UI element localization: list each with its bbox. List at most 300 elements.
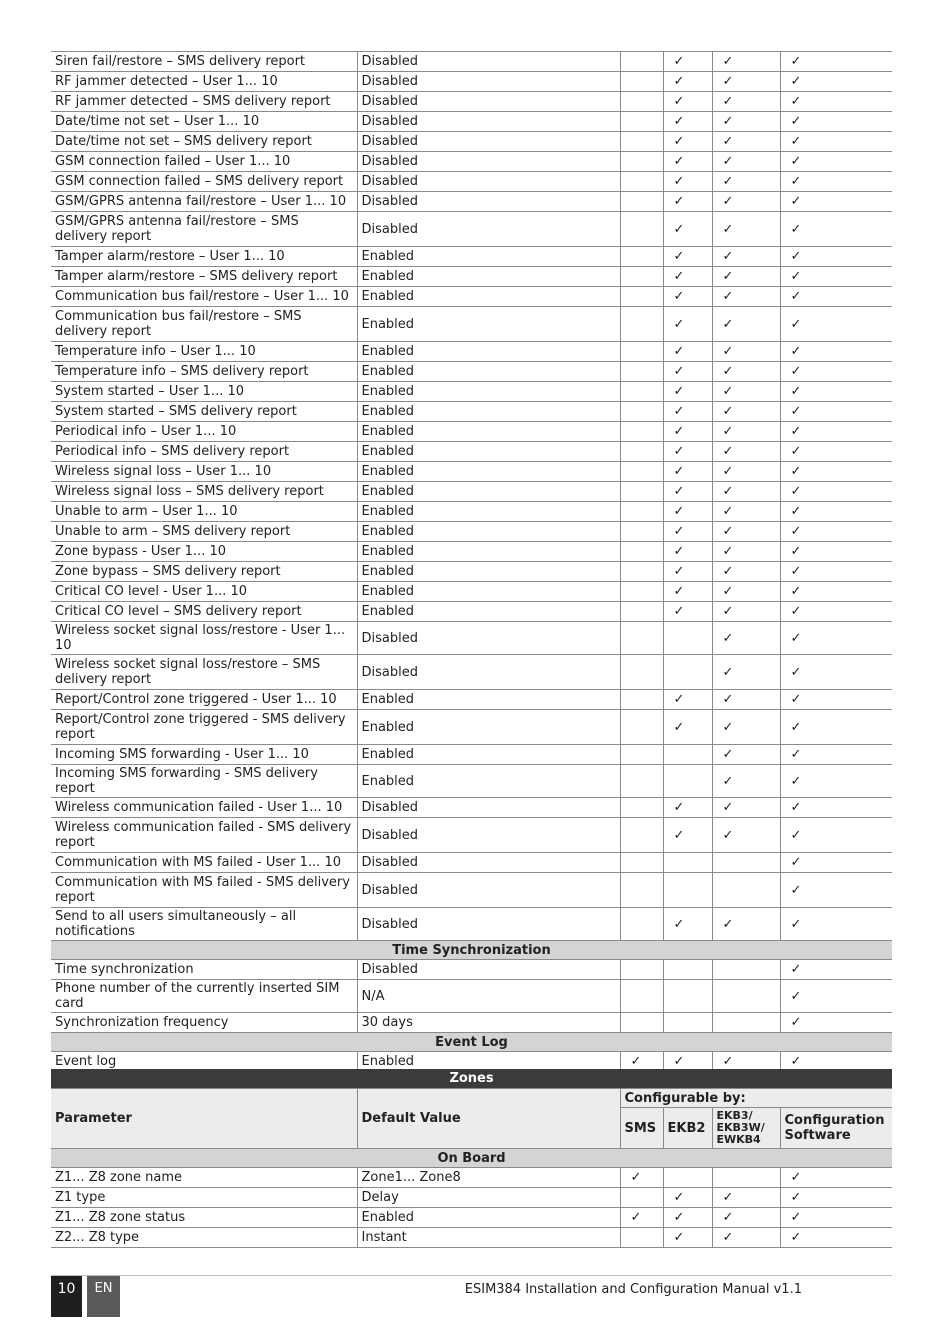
- ekb2-cell: [663, 307, 712, 342]
- software-cell: [780, 1228, 892, 1248]
- parameter-cell: Communication bus fail/restore – User 1... 10: [51, 287, 357, 307]
- checkmark-icon: ✓: [673, 504, 685, 519]
- parameter-cell: Communication bus fail/restore – SMS delivery report: [51, 307, 357, 342]
- sms-cell: [620, 52, 663, 72]
- default-value-cell: Enabled: [357, 502, 620, 522]
- table-row: [51, 267, 892, 287]
- table-row: [51, 873, 892, 908]
- checkmark-icon: ✓: [722, 1230, 734, 1245]
- ekb2-cell: [663, 710, 712, 745]
- ekb2-cell: [663, 442, 712, 462]
- sms-cell: [620, 462, 663, 482]
- ekb3-cell: [712, 72, 780, 92]
- checkmark-icon: ✓: [722, 524, 734, 539]
- notifications-table: [51, 51, 892, 1072]
- checkmark-icon: ✓: [790, 289, 802, 304]
- section-title: On Board: [51, 1149, 892, 1168]
- checkmark-icon: ✓: [790, 1210, 802, 1225]
- ekb3-cell: [712, 622, 780, 655]
- table-row: [51, 247, 892, 267]
- checkmark-icon: ✓: [722, 544, 734, 559]
- checkmark-icon: ✓: [790, 316, 802, 332]
- ekb2-cell: [663, 542, 712, 562]
- checkmark-icon: ✓: [673, 692, 685, 707]
- checkmark-icon: ✓: [790, 154, 802, 169]
- default-value-cell: Disabled: [357, 622, 620, 655]
- ekb3-cell: [712, 92, 780, 112]
- table-row: [51, 382, 892, 402]
- parameter-cell: Tamper alarm/restore – SMS delivery report: [51, 267, 357, 287]
- table-row: [51, 908, 892, 941]
- parameter-cell: Wireless socket signal loss/restore – SMS delivery report: [51, 655, 357, 690]
- default-value-cell: Enabled: [357, 562, 620, 582]
- checkmark-icon: ✓: [673, 1210, 685, 1225]
- checkmark-icon: ✓: [673, 269, 685, 284]
- default-value-cell: Disabled: [357, 818, 620, 853]
- checkmark-icon: ✓: [790, 94, 802, 109]
- sms-cell: [620, 92, 663, 112]
- sms-cell: [620, 562, 663, 582]
- checkmark-icon: ✓: [673, 1190, 685, 1205]
- ekb2-cell: [663, 267, 712, 287]
- ekb2-cell: [663, 960, 712, 980]
- default-value-cell: Enabled: [357, 542, 620, 562]
- header-default-value: Default Value: [357, 1089, 620, 1149]
- software-cell: [780, 908, 892, 941]
- software-cell: [780, 382, 892, 402]
- checkmark-icon: ✓: [790, 1054, 802, 1069]
- parameter-cell: Temperature info – SMS delivery report: [51, 362, 357, 382]
- ekb2-cell: [663, 192, 712, 212]
- checkmark-icon: ✓: [673, 94, 685, 109]
- checkmark-icon: ✓: [722, 316, 734, 332]
- ekb2-cell: [663, 655, 712, 690]
- checkmark-icon: ✓: [722, 747, 734, 762]
- checkmark-icon: ✓: [673, 1054, 685, 1069]
- parameter-cell: Temperature info – User 1... 10: [51, 342, 357, 362]
- parameter-cell: Time synchronization: [51, 960, 357, 980]
- checkmark-icon: ✓: [673, 344, 685, 359]
- checkmark-icon: ✓: [790, 464, 802, 479]
- default-value-cell: Disabled: [357, 798, 620, 818]
- software-cell: [780, 132, 892, 152]
- software-cell: [780, 192, 892, 212]
- sms-cell: [620, 522, 663, 542]
- software-cell: [780, 873, 892, 908]
- sms-cell: [620, 212, 663, 247]
- checkmark-icon: ✓: [790, 249, 802, 264]
- software-cell: [780, 92, 892, 112]
- header-parameter: Parameter: [51, 1089, 357, 1149]
- sms-cell: [620, 582, 663, 602]
- ekb2-cell: [663, 745, 712, 765]
- sms-cell: [620, 1188, 663, 1208]
- checkmark-icon: ✓: [722, 604, 734, 619]
- ekb2-cell: [663, 382, 712, 402]
- checkmark-icon: ✓: [790, 1170, 802, 1185]
- sms-cell: [620, 267, 663, 287]
- default-value-cell: N/A: [357, 980, 620, 1013]
- table-row: [51, 52, 892, 72]
- sms-cell: [620, 655, 663, 690]
- ekb2-cell: [663, 462, 712, 482]
- checkmark-icon: ✓: [673, 114, 685, 129]
- sms-cell: [620, 307, 663, 342]
- default-value-cell: Enabled: [357, 287, 620, 307]
- parameter-cell: Event log: [51, 1052, 357, 1072]
- checkmark-icon: ✓: [790, 1015, 802, 1030]
- default-value-cell: Enabled: [357, 442, 620, 462]
- default-value-cell: Enabled: [357, 247, 620, 267]
- ekb3-cell: [712, 462, 780, 482]
- sms-cell: [620, 287, 663, 307]
- sms-cell: [620, 112, 663, 132]
- checkmark-icon: ✓: [722, 249, 734, 264]
- checkmark-icon: ✓: [790, 424, 802, 439]
- software-cell: [780, 1013, 892, 1033]
- sms-cell: [620, 192, 663, 212]
- software-cell: [780, 765, 892, 798]
- checkmark-icon: ✓: [673, 544, 685, 559]
- table-row: [51, 602, 892, 622]
- default-value-cell: Disabled: [357, 655, 620, 690]
- default-value-cell: Enabled: [357, 362, 620, 382]
- ekb3-cell: [712, 798, 780, 818]
- sms-cell: [620, 960, 663, 980]
- ekb2-cell: [663, 172, 712, 192]
- table-row: [51, 112, 892, 132]
- ekb3-cell: [712, 267, 780, 287]
- parameter-cell: Unable to arm – SMS delivery report: [51, 522, 357, 542]
- ekb3-cell: [712, 362, 780, 382]
- checkmark-icon: ✓: [673, 464, 685, 479]
- ekb2-cell: [663, 212, 712, 247]
- checkmark-icon: ✓: [673, 444, 685, 459]
- software-cell: [780, 1208, 892, 1228]
- checkmark-icon: ✓: [790, 827, 802, 843]
- software-cell: [780, 247, 892, 267]
- ekb2-cell: [663, 112, 712, 132]
- software-cell: [780, 362, 892, 382]
- ekb3-cell: [712, 522, 780, 542]
- default-value-cell: Enabled: [357, 482, 620, 502]
- checkmark-icon: ✓: [722, 773, 734, 789]
- ekb3-cell: [712, 422, 780, 442]
- ekb3-cell: [712, 342, 780, 362]
- checkmark-icon: ✓: [790, 221, 802, 237]
- sms-cell: [620, 132, 663, 152]
- parameter-cell: Date/time not set – SMS delivery report: [51, 132, 357, 152]
- table-row: [51, 1208, 892, 1228]
- ekb2-cell: [663, 152, 712, 172]
- software-cell: [780, 172, 892, 192]
- checkmark-icon: ✓: [790, 364, 802, 379]
- checkmark-icon: ✓: [722, 364, 734, 379]
- default-value-cell: Disabled: [357, 72, 620, 92]
- sms-cell: [620, 542, 663, 562]
- header-config-software: Configuration Software: [780, 1108, 892, 1149]
- ekb3-cell: [712, 818, 780, 853]
- sms-cell: [620, 402, 663, 422]
- ekb2-cell: [663, 422, 712, 442]
- checkmark-icon: ✓: [790, 664, 802, 680]
- table-row: [51, 1228, 892, 1248]
- section-header: [51, 1149, 892, 1168]
- checkmark-icon: ✓: [790, 584, 802, 599]
- software-cell: [780, 622, 892, 655]
- section-title: Time Synchronization: [51, 941, 892, 960]
- ekb3-cell: [712, 853, 780, 873]
- checkmark-icon: ✓: [790, 524, 802, 539]
- checkmark-icon: ✓: [790, 988, 802, 1004]
- ekb2-cell: [663, 247, 712, 267]
- ekb2-cell: [663, 502, 712, 522]
- sms-cell: [620, 873, 663, 908]
- ekb3-cell: [712, 908, 780, 941]
- software-cell: [780, 52, 892, 72]
- software-cell: [780, 960, 892, 980]
- sms-cell: [620, 442, 663, 462]
- table-row: [51, 622, 892, 655]
- parameter-cell: GSM connection failed – SMS delivery report: [51, 172, 357, 192]
- checkmark-icon: ✓: [790, 114, 802, 129]
- checkmark-icon: ✓: [722, 664, 734, 680]
- table-row: [51, 342, 892, 362]
- checkmark-icon: ✓: [722, 74, 734, 89]
- ekb2-cell: [663, 873, 712, 908]
- header-ekb3: EKB3/ EKB3W/ EWKB4: [712, 1108, 780, 1149]
- parameter-cell: Periodical info – User 1... 10: [51, 422, 357, 442]
- default-value-cell: Disabled: [357, 853, 620, 873]
- checkmark-icon: ✓: [790, 1230, 802, 1245]
- ekb2-cell: [663, 818, 712, 853]
- default-value-cell: Enabled: [357, 522, 620, 542]
- ekb2-cell: [663, 690, 712, 710]
- ekb3-cell: [712, 307, 780, 342]
- table-row: [51, 72, 892, 92]
- checkmark-icon: ✓: [722, 719, 734, 735]
- checkmark-icon: ✓: [673, 74, 685, 89]
- checkmark-icon: ✓: [630, 1170, 642, 1185]
- table-row: [51, 192, 892, 212]
- ekb3-cell: [712, 542, 780, 562]
- parameter-cell: GSM connection failed – User 1... 10: [51, 152, 357, 172]
- parameter-cell: Phone number of the currently inserted SIM card: [51, 980, 357, 1013]
- section-title: Event Log: [51, 1033, 892, 1052]
- default-value-cell: Enabled: [357, 462, 620, 482]
- ekb2-cell: [663, 1013, 712, 1033]
- default-value-cell: Enabled: [357, 307, 620, 342]
- table-row: [51, 745, 892, 765]
- table-row: [51, 402, 892, 422]
- default-value-cell: Enabled: [357, 342, 620, 362]
- language-tag: EN: [87, 1276, 120, 1317]
- checkmark-icon: ✓: [790, 962, 802, 977]
- checkmark-icon: ✓: [673, 484, 685, 499]
- sms-cell: [620, 502, 663, 522]
- parameter-cell: Wireless communication failed - User 1... 10: [51, 798, 357, 818]
- parameter-cell: Synchronization frequency: [51, 1013, 357, 1033]
- checkmark-icon: ✓: [790, 692, 802, 707]
- parameter-cell: Critical CO level – SMS delivery report: [51, 602, 357, 622]
- default-value-cell: Enabled: [357, 1208, 620, 1228]
- section-header: [51, 941, 892, 960]
- table-row: [51, 542, 892, 562]
- sms-cell: [620, 602, 663, 622]
- sms-cell: [620, 853, 663, 873]
- default-value-cell: Disabled: [357, 908, 620, 941]
- table-row: [51, 1013, 892, 1033]
- default-value-cell: Enabled: [357, 710, 620, 745]
- checkmark-icon: ✓: [673, 564, 685, 579]
- software-cell: [780, 307, 892, 342]
- zones-table-title: Zones: [51, 1069, 892, 1089]
- sms-cell: [620, 710, 663, 745]
- software-cell: [780, 287, 892, 307]
- ekb2-cell: [663, 342, 712, 362]
- ekb3-cell: [712, 132, 780, 152]
- software-cell: [780, 745, 892, 765]
- default-value-cell: Zone1... Zone8: [357, 1168, 620, 1188]
- sms-cell: [620, 690, 663, 710]
- ekb2-cell: [663, 402, 712, 422]
- default-value-cell: Disabled: [357, 172, 620, 192]
- default-value-cell: Enabled: [357, 582, 620, 602]
- checkmark-icon: ✓: [722, 504, 734, 519]
- ekb3-cell: [712, 745, 780, 765]
- checkmark-icon: ✓: [790, 604, 802, 619]
- ekb3-cell: [712, 1168, 780, 1188]
- checkmark-icon: ✓: [722, 344, 734, 359]
- checkmark-icon: ✓: [790, 855, 802, 870]
- checkmark-icon: ✓: [673, 604, 685, 619]
- software-cell: [780, 980, 892, 1013]
- ekb3-cell: [712, 765, 780, 798]
- checkmark-icon: ✓: [722, 289, 734, 304]
- default-value-cell: Enabled: [357, 765, 620, 798]
- table-row: [51, 765, 892, 798]
- parameter-cell: GSM/GPRS antenna fail/restore – SMS delivery report: [51, 212, 357, 247]
- sms-cell: [620, 745, 663, 765]
- checkmark-icon: ✓: [790, 384, 802, 399]
- table-row: [51, 710, 892, 745]
- ekb3-cell: [712, 192, 780, 212]
- ekb2-cell: [663, 52, 712, 72]
- checkmark-icon: ✓: [722, 384, 734, 399]
- default-value-cell: Disabled: [357, 92, 620, 112]
- ekb3-cell: [712, 1208, 780, 1228]
- sms-cell: [620, 908, 663, 941]
- software-cell: [780, 212, 892, 247]
- parameter-cell: Report/Control zone triggered - User 1... 10: [51, 690, 357, 710]
- table-row: [51, 853, 892, 873]
- ekb2-cell: [663, 1188, 712, 1208]
- ekb3-cell: [712, 502, 780, 522]
- checkmark-icon: ✓: [673, 827, 685, 843]
- table-row: [51, 212, 892, 247]
- sms-cell: [620, 1168, 663, 1188]
- page-footer: [51, 1275, 892, 1318]
- checkmark-icon: ✓: [673, 316, 685, 332]
- ekb2-cell: [663, 980, 712, 1013]
- sms-cell: [620, 342, 663, 362]
- ekb3-cell: [712, 382, 780, 402]
- default-value-cell: Disabled: [357, 132, 620, 152]
- table-row: [51, 502, 892, 522]
- parameter-cell: Incoming SMS forwarding - SMS delivery report: [51, 765, 357, 798]
- parameter-cell: Unable to arm – User 1... 10: [51, 502, 357, 522]
- table-row: [51, 1188, 892, 1208]
- checkmark-icon: ✓: [790, 269, 802, 284]
- default-value-cell: Enabled: [357, 267, 620, 287]
- header-ekb2: EKB2: [663, 1108, 712, 1149]
- parameter-cell: Communication with MS failed - User 1... 10: [51, 853, 357, 873]
- checkmark-icon: ✓: [673, 719, 685, 735]
- sms-cell: [620, 362, 663, 382]
- parameter-cell: Periodical info – SMS delivery report: [51, 442, 357, 462]
- default-value-cell: Enabled: [357, 402, 620, 422]
- parameter-cell: Incoming SMS forwarding - User 1... 10: [51, 745, 357, 765]
- table-row: [51, 92, 892, 112]
- checkmark-icon: ✓: [790, 344, 802, 359]
- checkmark-icon: ✓: [790, 194, 802, 209]
- checkmark-icon: ✓: [790, 54, 802, 69]
- ekb2-cell: [663, 522, 712, 542]
- checkmark-icon: ✓: [673, 134, 685, 149]
- ekb3-cell: [712, 442, 780, 462]
- checkmark-icon: ✓: [722, 114, 734, 129]
- sms-cell: [620, 422, 663, 442]
- ekb3-cell: [712, 287, 780, 307]
- ekb3-cell: [712, 482, 780, 502]
- checkmark-icon: ✓: [722, 134, 734, 149]
- default-value-cell: 30 days: [357, 1013, 620, 1033]
- checkmark-icon: ✓: [673, 404, 685, 419]
- checkmark-icon: ✓: [790, 174, 802, 189]
- parameter-cell: Send to all users simultaneously – all notifications: [51, 908, 357, 941]
- checkmark-icon: ✓: [630, 1210, 642, 1225]
- checkmark-icon: ✓: [790, 882, 802, 898]
- sms-cell: [620, 1208, 663, 1228]
- ekb3-cell: [712, 172, 780, 192]
- checkmark-icon: ✓: [673, 194, 685, 209]
- default-value-cell: Disabled: [357, 873, 620, 908]
- parameter-cell: Z1... Z8 zone name: [51, 1168, 357, 1188]
- ekb3-cell: [712, 873, 780, 908]
- table-row: [51, 132, 892, 152]
- checkmark-icon: ✓: [722, 269, 734, 284]
- default-value-cell: Disabled: [357, 192, 620, 212]
- default-value-cell: Disabled: [357, 152, 620, 172]
- table-row: [51, 980, 892, 1013]
- ekb2-cell: [663, 622, 712, 655]
- software-cell: [780, 267, 892, 287]
- sms-cell: [620, 622, 663, 655]
- software-cell: [780, 522, 892, 542]
- ekb2-cell: [663, 362, 712, 382]
- default-value-cell: Disabled: [357, 112, 620, 132]
- ekb2-cell: [663, 765, 712, 798]
- ekb2-cell: [663, 132, 712, 152]
- parameter-cell: Critical CO level - User 1... 10: [51, 582, 357, 602]
- ekb2-cell: [663, 853, 712, 873]
- checkmark-icon: ✓: [673, 584, 685, 599]
- checkmark-icon: ✓: [673, 221, 685, 237]
- sms-cell: [620, 152, 663, 172]
- ekb3-cell: [712, 402, 780, 422]
- checkmark-icon: ✓: [722, 424, 734, 439]
- software-cell: [780, 655, 892, 690]
